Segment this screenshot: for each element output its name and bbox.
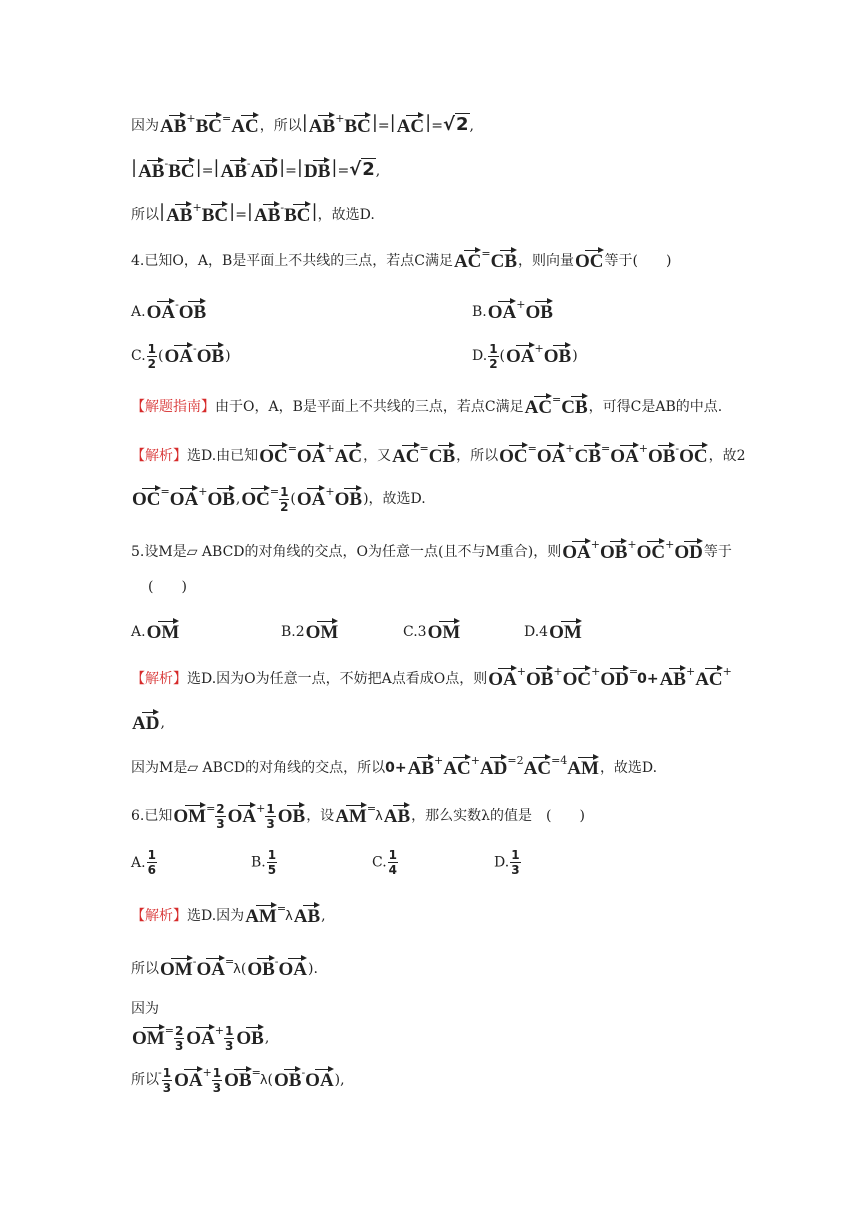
q5-solution-1: 【解析】选D.因为O为任意一点，不妨把A点看成O点，则OA+OB+OC+OD=0+AB+AC+ [131, 665, 732, 690]
question-5: 5.设M是▱ ABCD的对角线的交点，O为任意一点(且不与M重合)，则OA+OB+OC+OD等于 [131, 538, 732, 563]
sqrt-2: √2 [349, 159, 375, 180]
q5-solution-2: 因为M是▱ ABCD的对角线的交点，所以$0+AB^+AC^+AD^{=2}AC^{=4}AM$，故选D. [131, 754, 658, 779]
q4-option-A[interactable]: A.OA-OB [131, 298, 207, 323]
q6-options [131, 848, 520, 877]
vector-BC: BC [196, 112, 222, 136]
hint-label: 【解题指南】 [131, 399, 215, 415]
vector-BC: BC [344, 112, 370, 136]
vector-OC: OC [575, 247, 604, 271]
q6-option-A[interactable]: A. $\frac{1}{6}$ [131, 848, 156, 877]
q5-option-D[interactable]: D.4OM [524, 618, 583, 642]
q6-option-C[interactable]: C. $\frac{1}{4}$ [372, 848, 398, 877]
line-1: 因为AB+BC=AC，所以|AB+BC|=|AC|=√2, [131, 112, 474, 137]
q4-solution-2: OC=OA+OB,OC= $\frac{1}{2}$ (OA+OB)，故选D. [132, 484, 426, 514]
line-3: 所以|AB+BC|=|AB-BC|，故选D. [131, 201, 375, 226]
q4-options-row-1 [131, 296, 553, 323]
q4-option-B[interactable]: B.OA+OB [472, 298, 553, 323]
vector-AB: AB [254, 201, 280, 225]
q6-solution-3b: OM= $\frac{2}{3}$ OA+ $\frac{1}{3}$ OB, [132, 1023, 270, 1053]
q5-option-A[interactable]: A.OM [131, 624, 180, 640]
vector-AB: AB [160, 112, 186, 136]
line-2: |AB-BC|=|AB-AD|=|DB|=√2, [131, 157, 381, 182]
solution-label: 【解析】 [131, 448, 187, 464]
q4-option-D[interactable]: D. $\frac{1}{2}$ (OA+OB) [472, 341, 578, 371]
vector-BC: BC [202, 201, 228, 225]
vector-AC: AC [397, 112, 424, 136]
q5-paren: ( ) [148, 579, 187, 595]
q6-option-B[interactable]: B. $\frac{1}{5}$ [251, 848, 277, 877]
question-6: 6.已知OM= $\frac{2}{3}$ OA+ $\frac{1}{3}$ OB，设AM=λAB，那么实数λ的值是 ( ) [131, 801, 585, 831]
q6-solution-4: 所以- $\frac{1}{3}$ OA+ $\frac{1}{3}$ OB=λ(OB-OA), [131, 1065, 345, 1095]
q5-option-C[interactable]: C.3OM [403, 618, 461, 642]
vector-AB: AB [166, 201, 192, 225]
q4-solution-1: 【解析】选D.由已知OC=OA+AC，又AC=CB，所以OC=OA+CB=OA+OB-OC，故2 [131, 442, 746, 467]
vector-AB: AB [221, 157, 247, 181]
sqrt-2: √2 [442, 114, 469, 135]
q4-options-row-2 [131, 340, 578, 371]
vector-AD: AD [251, 157, 278, 181]
q5-solution-1b: AD, [131, 709, 165, 733]
q6-solution-2: 所以OM-OA=λ(OB-OA). [131, 955, 318, 980]
q6-solution-1: 【解析】选D.因为AM=λAB, [131, 902, 326, 927]
vector-AB: AB [309, 112, 335, 136]
q6-solution-3: 因为 [131, 1001, 159, 1017]
vector-BC: BC [168, 157, 194, 181]
vector-CB: CB [491, 247, 517, 271]
vector-AC: AC [231, 112, 258, 136]
q5-option-B[interactable]: B.2OM [281, 618, 339, 642]
q5-options [131, 618, 582, 643]
q6-option-D[interactable]: D. $\frac{1}{3}$ [494, 848, 520, 877]
vector-AC: AC [454, 247, 481, 271]
vector-BC: BC [284, 201, 310, 225]
q4-hint: 【解题指南】由于O，A，B是平面上不共线的三点，若点C满足AC=CB，可得C是AB的中点. [131, 393, 723, 418]
vector-DB: DB [304, 157, 330, 181]
question-4: 4.已知O，A，B是平面上不共线的三点，若点C满足AC=CB，则向量OC等于( ) [131, 247, 672, 272]
vector-AB: AB [138, 157, 164, 181]
q4-option-C[interactable]: C. $\frac{1}{2}$ (OA-OB) [131, 341, 231, 371]
